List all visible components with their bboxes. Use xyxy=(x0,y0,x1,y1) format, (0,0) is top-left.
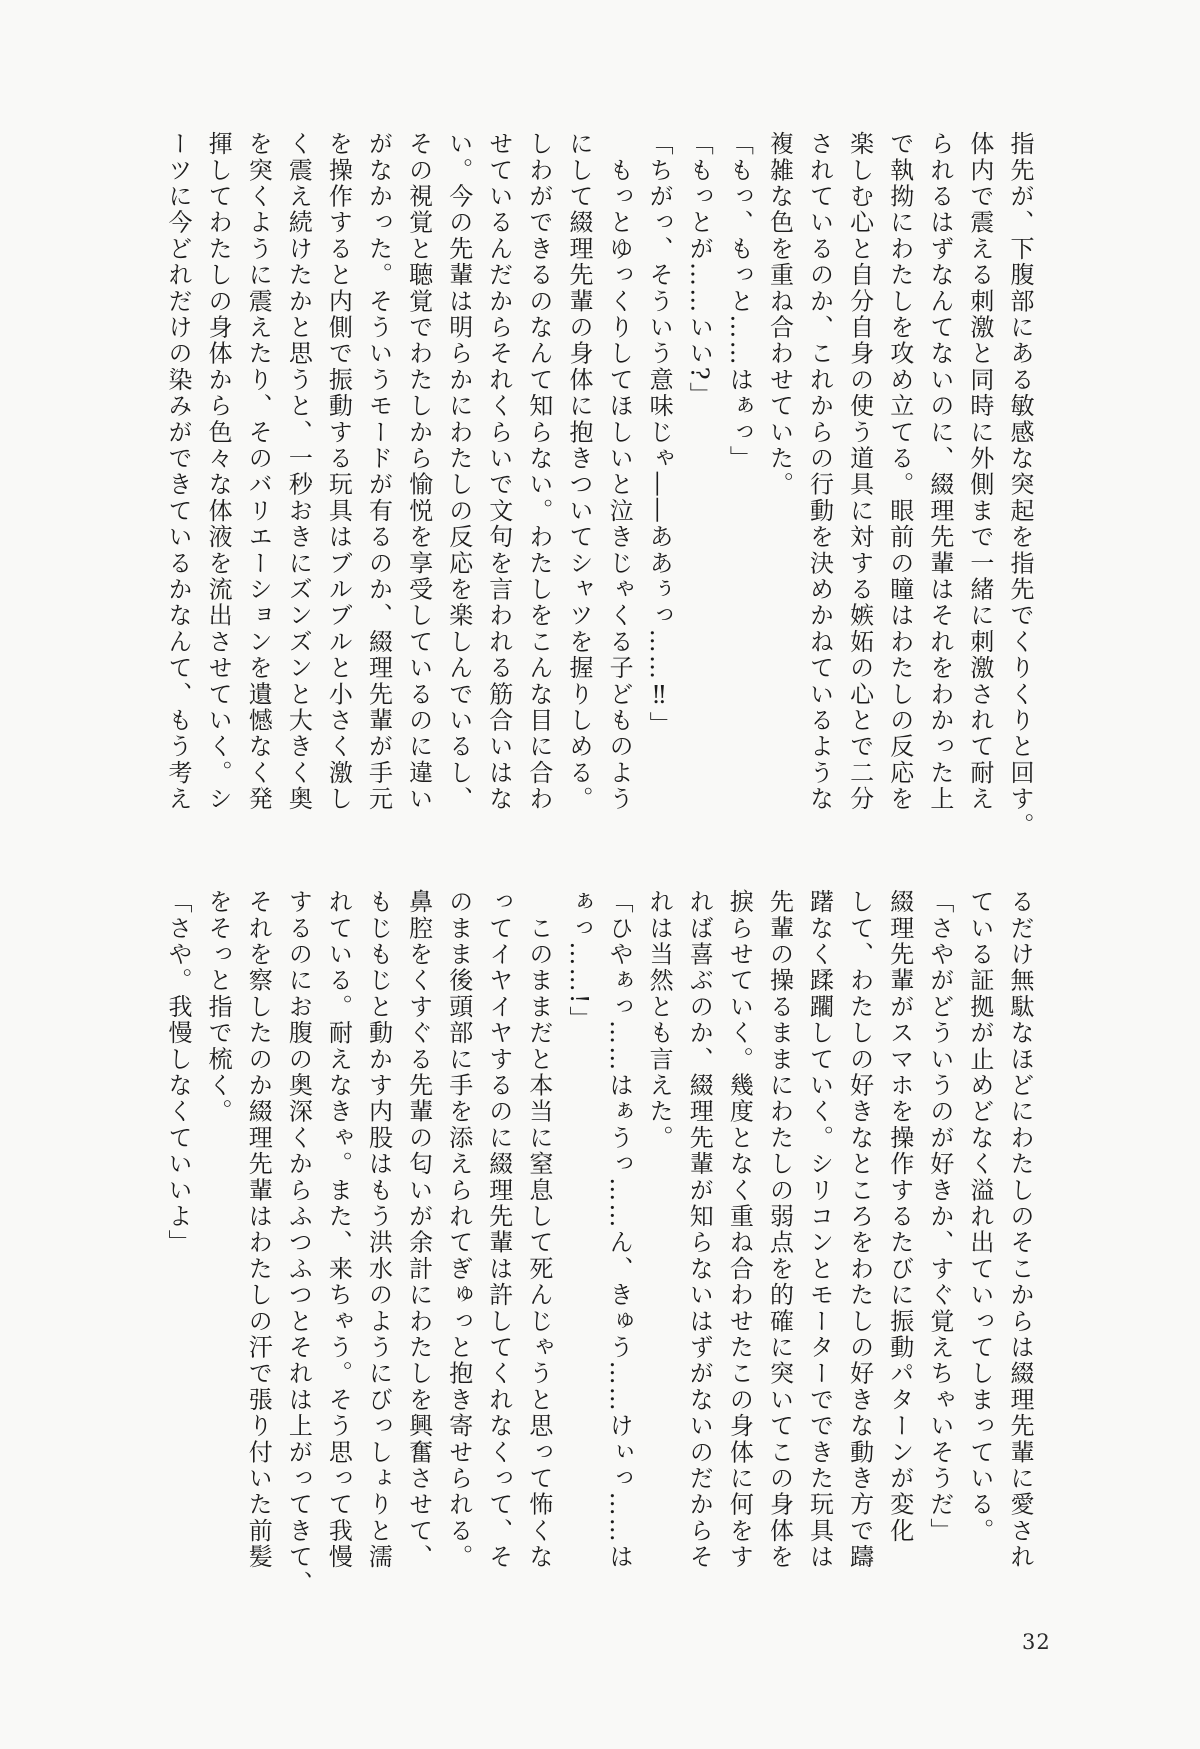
text-column: れば喜ぶのか、綴理先輩が知らないはずがないのだからそ xyxy=(685,889,714,1571)
text-column: ぁっ……!」 xyxy=(564,889,593,1032)
text-column: 捩らせていく。幾度となく重ね合わせたこの身体に何をす xyxy=(725,889,754,1571)
text-column: られるはずなんてないのに、綴理先輩はそれをわかった上 xyxy=(925,131,954,813)
text-column: るだけ無駄なほどにわたしのそこからは綴理先輩に愛され xyxy=(1006,889,1034,1571)
text-column: 「ひやぁっ……はぁうっ……ん、きゅう……けぃっ……は xyxy=(605,889,634,1571)
text-column: 先輩の操るままにわたしの弱点を的確に突いてこの身体を xyxy=(765,889,794,1571)
text-column: 揮してわたしの身体から色々な体液を流出させていく。シ xyxy=(204,131,233,813)
text-column: れは当然とも言えた。 xyxy=(645,889,674,1151)
top-text-block xyxy=(156,131,1040,847)
text-column: を操作すると内側で振動する玩具はブルブルと小さく激し xyxy=(324,131,353,813)
bottom-text-block xyxy=(156,889,1040,1597)
text-column: せているんだからそれくらいで文句を言われる筋合いはな xyxy=(484,131,513,813)
text-column: ている証拠が止めどなく溢れ出ていってしまっている。 xyxy=(965,889,994,1544)
text-column: のまま後頭部に手を添えられてぎゅっと抱き寄せられる。 xyxy=(444,889,473,1571)
text-column: 「もっとが……いい?」 xyxy=(685,131,714,409)
text-column: い。今の先輩は明らかにわたしの反応を楽しんでいるし、 xyxy=(444,131,473,813)
text-column: 「さや。我慢しなくていいよ」 xyxy=(164,889,193,1256)
text-column: 複雑な色を重ね合わせていた。 xyxy=(765,131,794,498)
text-column: するのにお腹の奥深くからふつふつとそれは上がってきて、 xyxy=(284,889,313,1597)
text-column: 体内で震える刺激と同時に外側まで一緒に刺激されて耐え xyxy=(965,131,994,813)
text-column: ーツに今どれだけの染みができているかなんて、もう考え xyxy=(164,131,193,813)
text-column: 「さやがどういうのが好きか、すぐ覚えちゃいそうだ」 xyxy=(925,889,954,1544)
text-column: もじもじと動かす内股はもう洪水のようにびっしょりと濡 xyxy=(364,889,393,1571)
text-column: その視覚と聴覚でわたしから愉悦を享受しているのに違い xyxy=(404,131,433,813)
text-column: されているのか、これからの行動を決めかねているような xyxy=(805,131,834,813)
text-column: にして綴理先輩の身体に抱きついてシャツを握りしめる。 xyxy=(564,131,593,813)
text-column: 「ちがっ、そういう意味じゃ――ああぅっ……‼」 xyxy=(645,131,674,738)
text-column: このままだと本当に窒息して死んじゃうと思って怖くな xyxy=(524,889,553,1571)
text-column: して、わたしの好きなところをわたしの好きな動き方で躊 xyxy=(845,889,874,1571)
text-column: を突くように震えたり、そのバリエーションを遺憾なく発 xyxy=(244,131,273,813)
text-column: ってイヤイヤするのに綴理先輩は許してくれなくって、そ xyxy=(484,889,513,1571)
text-column: 綴理先輩がスマホを操作するたびに振動パターンが変化 xyxy=(885,889,914,1544)
text-column: もっとゆっくりしてほしいと泣きじゃくる子どものよう xyxy=(605,131,634,813)
text-column: 「もっ、もっと……はぁっ」 xyxy=(725,131,754,472)
text-column: しわができるのなんて知らない。わたしをこんな目に合わ xyxy=(524,131,553,813)
text-column: がなかった。そういうモードが有るのか、綴理先輩が手元 xyxy=(364,131,393,813)
text-column: 躇なく蹂躙していく。シリコンとモーターでできた玩具は xyxy=(805,889,834,1571)
text-column: 楽しむ心と自分自身の使う道具に対する嫉妬の心とで二分 xyxy=(845,131,874,813)
page-number: 32 xyxy=(1022,1630,1051,1654)
text-column: をそっと指で梳く。 xyxy=(204,889,233,1125)
text-column: 鼻腔をくすぐる先輩の匂いが余計にわたしを興奮させて、 xyxy=(404,889,433,1571)
text-column: で執拗にわたしを攻め立てる。眼前の瞳はわたしの反応を xyxy=(885,131,914,813)
text-column: く震え続けたかと思うと、一秒おきにズンズンと大きく奥 xyxy=(284,131,313,813)
text-column: それを察したのか綴理先輩はわたしの汗で張り付いた前髪 xyxy=(244,889,273,1571)
text-column: れている。耐えなきゃ。また、来ちゃう。そう思って我慢 xyxy=(324,889,353,1571)
text-column: 指先が、下腹部にある敏感な突起を指先でくりくりと回す。 xyxy=(1006,131,1034,839)
